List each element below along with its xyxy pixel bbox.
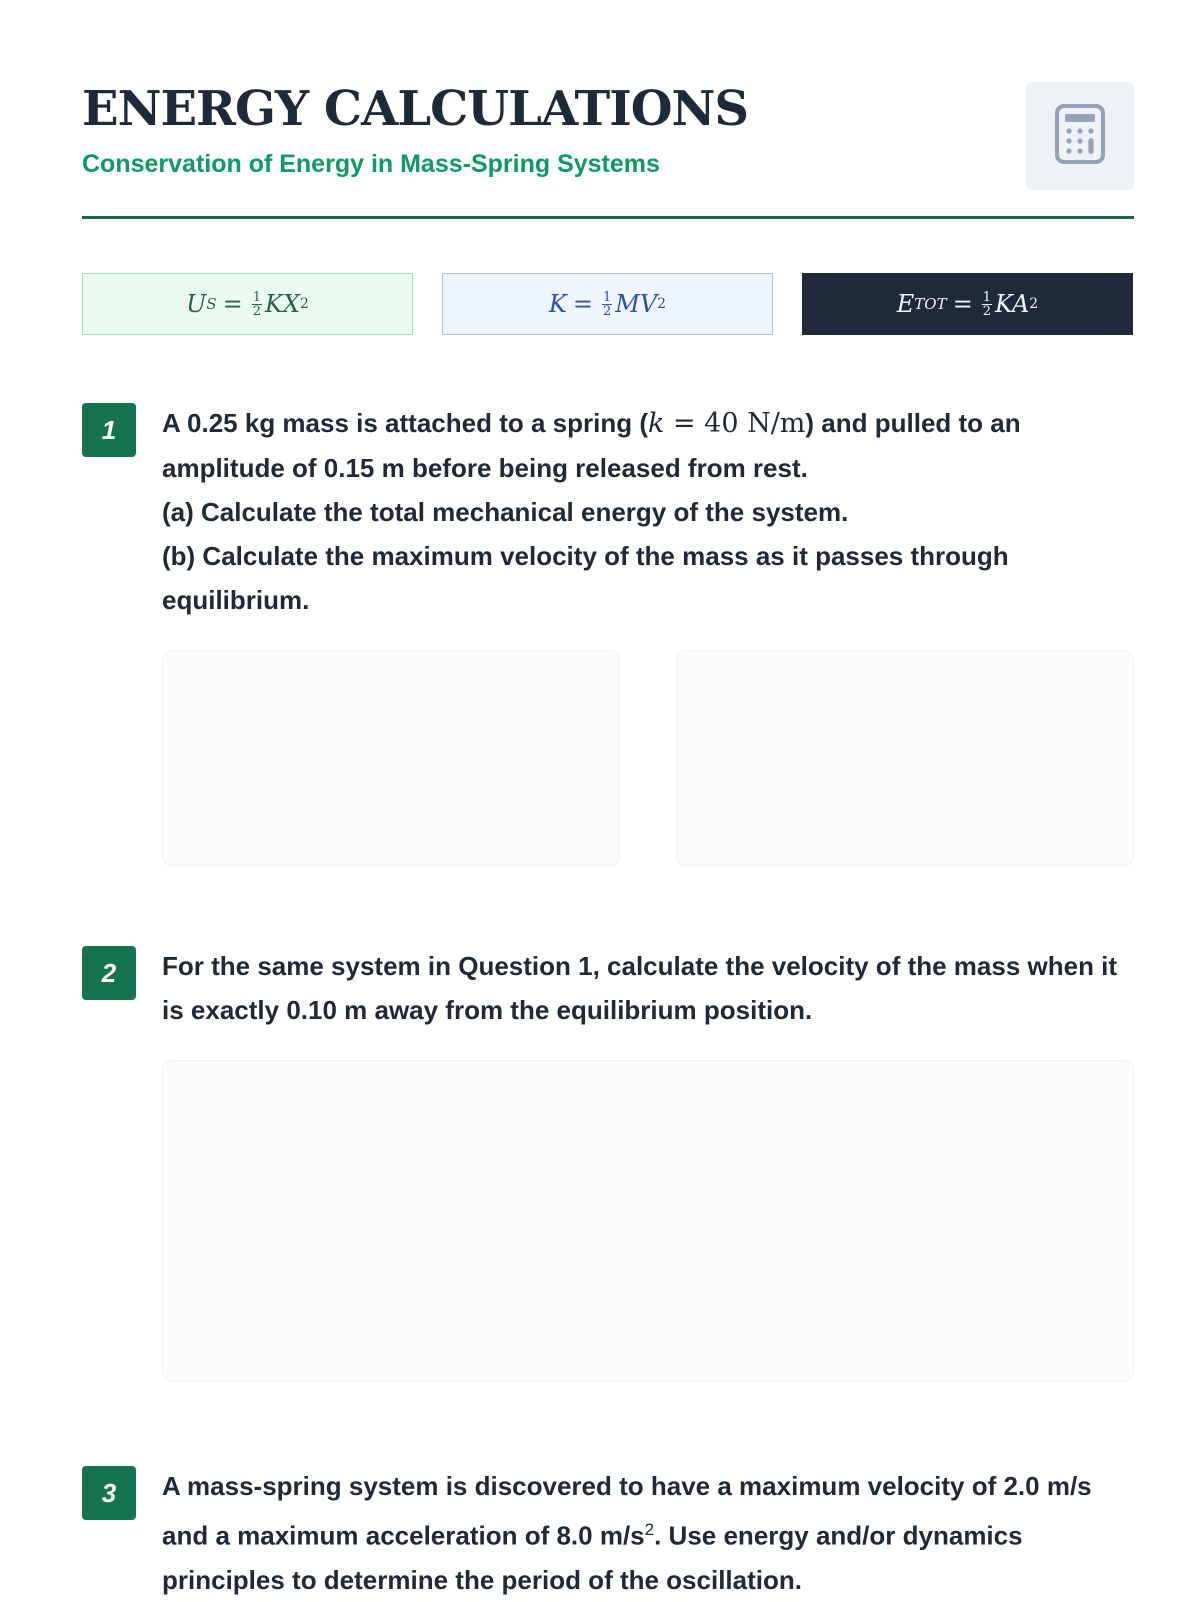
formula-kinetic-energy bbox=[442, 273, 773, 335]
answer-box-part-b[interactable] bbox=[676, 650, 1134, 866]
fraction-numerator: 1 bbox=[252, 289, 261, 305]
question-part-a: (a) Calculate the total mechanical energy of the system. bbox=[162, 497, 849, 527]
question-stem bbox=[162, 401, 1134, 490]
stem-text-end: . Use energy and/or dynamics principles to determine the period of the oscillation. bbox=[162, 1520, 1023, 1595]
formula-equals: = bbox=[222, 290, 243, 318]
formula-rhs: MV bbox=[615, 290, 658, 318]
formula-lhs: K bbox=[548, 290, 567, 318]
math-value: = 40 N/m bbox=[664, 408, 806, 439]
formula-lhs-subscript: TOT bbox=[914, 295, 947, 313]
formula-equals: = bbox=[572, 290, 593, 318]
stem-text-start: A mass-spring system is discovered to have a maximum velocity of 2.0 m/s and a maximum acceleration of 8.0 m/s bbox=[162, 1471, 1092, 1551]
formula-fraction bbox=[982, 291, 992, 318]
worksheet-page bbox=[82, 0, 1134, 1595]
calculator-badge bbox=[1026, 82, 1134, 190]
formula-lhs: E bbox=[896, 290, 915, 318]
unit-exponent: 2 bbox=[644, 1520, 655, 1539]
question-number-badge: 1 bbox=[82, 403, 136, 457]
fraction-denominator: 2 bbox=[602, 303, 612, 319]
question-text bbox=[162, 401, 1134, 622]
stem-text-start: A 0.25 kg mass is attached to a spring ( bbox=[162, 408, 648, 438]
question-text bbox=[162, 1464, 1134, 1602]
worksheet-header bbox=[82, 0, 1134, 220]
formula-fraction bbox=[602, 291, 612, 318]
formula-rhs: KX bbox=[264, 290, 300, 318]
fraction-numerator: 1 bbox=[602, 289, 612, 305]
formula-spring-potential bbox=[82, 273, 413, 335]
fraction-denominator: 2 bbox=[982, 303, 991, 319]
calculator-icon bbox=[1054, 103, 1106, 170]
question-stem: For the same system in Question 1, calculate the velocity of the mass when it is exactly 0.10 m away from the equilibrium position. bbox=[162, 951, 1118, 1025]
question-text bbox=[162, 944, 1134, 1032]
answer-box-part-a[interactable] bbox=[162, 650, 620, 866]
formula-total-energy bbox=[802, 273, 1133, 335]
formula-exponent: 2 bbox=[300, 296, 309, 312]
formula-exponent: 2 bbox=[1029, 296, 1039, 312]
formula-rhs: KA bbox=[995, 290, 1030, 318]
question-number-badge: 2 bbox=[82, 946, 136, 1000]
page-title: ENERGY CALCULATIONS bbox=[82, 81, 749, 137]
formula-fraction bbox=[252, 291, 262, 318]
formula-equals: = bbox=[952, 290, 973, 318]
formula-lhs: U bbox=[186, 290, 207, 318]
fraction-denominator: 2 bbox=[252, 303, 261, 319]
question-stem bbox=[162, 1464, 1134, 1602]
formula-exponent: 2 bbox=[657, 296, 667, 312]
page-subtitle: Conservation of Energy in Mass-Spring Systems bbox=[82, 150, 660, 178]
answer-box[interactable] bbox=[162, 1060, 1134, 1382]
question-part-b: (b) Calculate the maximum velocity of the mass as it passes through equilibrium. bbox=[162, 541, 1009, 615]
formula-bar bbox=[82, 273, 1134, 335]
fraction-numerator: 1 bbox=[982, 289, 991, 305]
stem-text-end: ) and pulled to an amplitude of 0.15 m before being released from rest. bbox=[162, 408, 1021, 483]
spring-constant-math bbox=[648, 408, 805, 439]
question-number-badge: 3 bbox=[82, 1466, 136, 1520]
formula-lhs-subscript: S bbox=[206, 295, 217, 313]
header-divider bbox=[82, 216, 1134, 219]
math-variable-k: k bbox=[647, 408, 665, 439]
